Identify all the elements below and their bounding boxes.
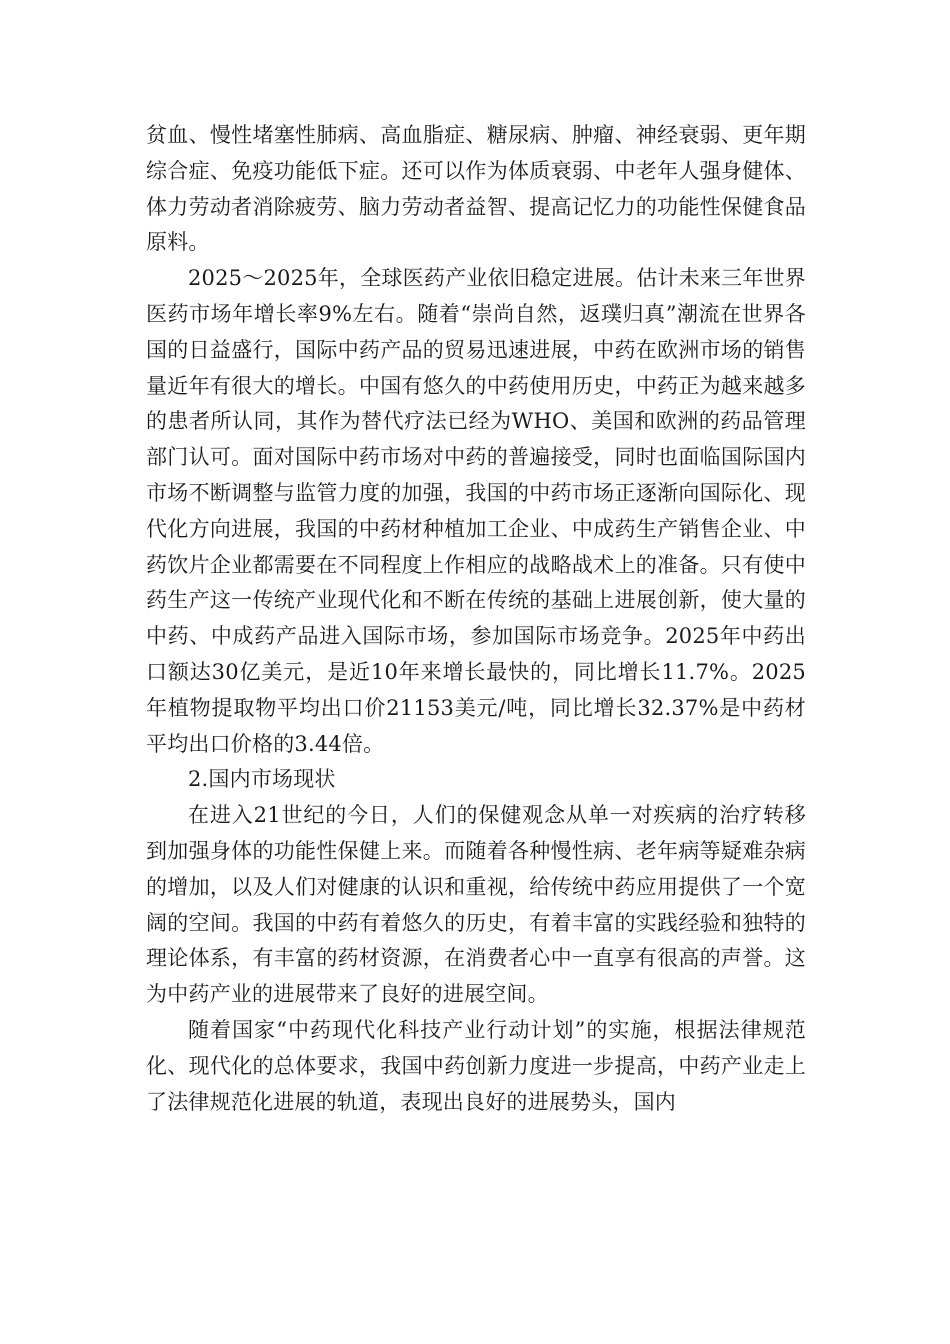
paragraph-continued: 贫血、慢性堵塞性肺病、高血脂症、糖尿病、肿瘤、神经衰弱、更年期综合症、免疫功能低下症。还可以作为体质衰弱、中老年人强身健体、体力劳动者消除疲劳、脑力劳动者益智、提高记忆力的功能性保健食品原料。: [146, 123, 806, 255]
paragraph-modernization-plan: 随着国家“中药现代化科技产业行动计划”的实施，根据法律规范化、现代化的总体要求，我国中药创新力度进一步提高，中药产业走上了法律规范化进展的轨道，表现出良好的进展势头，国内: [146, 1017, 806, 1114]
paragraph-health-concept: 在进入21世纪的今日，人们的保健观念从单一对疾病的治疗转移到加强身体的功能性保健上来。而随着各种慢性病、老年病等疑难杂病的增加，以及人们对健康的认识和重视，给传统中药应用提供了一个宽阔的空间。我国的中药有着悠久的历史，有着丰富的实践经验和独特的理论体系，有丰富的药材资源，在消费者心中一直享有很高的声誉。这为中药产业的进展带来了良好的进展空间。: [146, 803, 806, 1007]
paragraph-global-market: 2025～2025年，全球医药产业依旧稳定进展。估计未来三年世界医药市场年增长率9%左右。随着“崇尚自然，返璞归真”潮流在世界各国的日益盛行，国际中药产品的贸易迅速进展，中药在欧洲市场的销售量近年有很大的增长。中国有悠久的中药使用历史，中药正为越来越多的患者所认同，其作为替代疗法已经为WHO、美国和欧洲的药品管理部门认可。面对国际中药市场对中药的普遍接受，同时也面临国际国内市场不断调整与监管力度的加强，我国的中药市场正逐渐向国际化、现代化方向进展，我国的中药材种植加工企业、中成药生产销售企业、中药饮片企业都需要在不同程度上作相应的战略战术上的准备。只有使中药生产这一传统产业现代化和不断在传统的基础上进展创新，使大量的中药、中成药产品进入国际市场，参加国际市场竞争。2025年中药出口额达30亿美元，是近10年来增长最快的，同比增长11.7%。2025年植物提取物平均出口价21153美元/吨，同比增长32.37%是中药材平均出口价格的3.44倍。: [146, 266, 806, 756]
section-heading-domestic-market: 2.国内市场现状: [188, 767, 336, 792]
document-body: [146, 118, 806, 1120]
